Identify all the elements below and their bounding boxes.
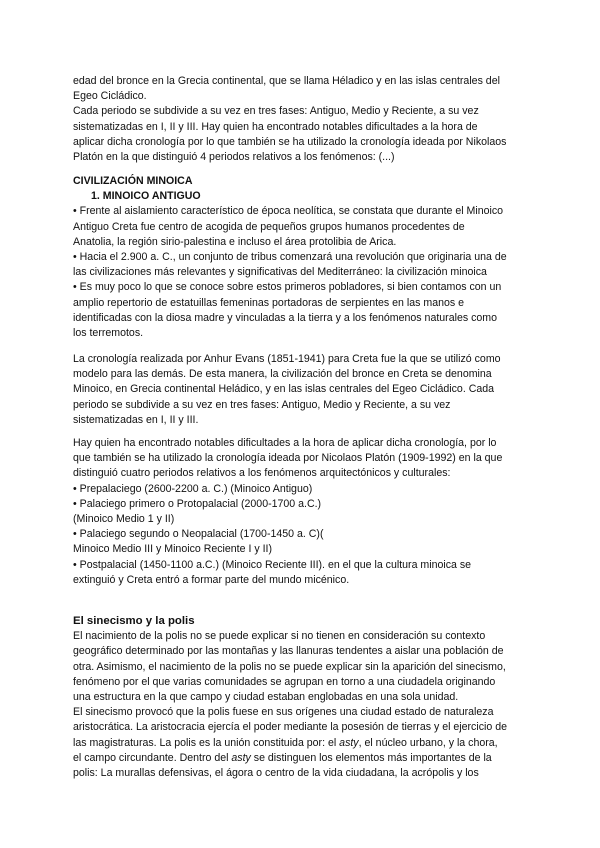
text-line: Cada periodo se subdivide a su vez en tres fases: Antiguo, Medio y Reciente, a su vez xyxy=(73,105,479,118)
bullet-line: • Hacia el 2.900 a. C., un conjunto de tribus comenzará una revolución que originaria una de xyxy=(73,251,507,264)
bullet-line: • Frente al aislamiento característico de época neolítica, se constata que durante el Minoico xyxy=(73,205,504,218)
text-segment: las magistraturas. La polis es la unión constituida por: el xyxy=(73,736,340,749)
bullet-line: • Es muy poco lo que se conoce sobre estos primeros pobladores, si bien contamos con un xyxy=(73,281,502,294)
bullet-line: • Prepalaciego (2600-2200 a. C.) (Minoico Antiguo) xyxy=(73,482,313,495)
text-line xyxy=(73,736,533,751)
text-line: una estructura en la que campo y ciudad estaban englobadas en una sola unidad. xyxy=(73,691,459,704)
text-line: geográfico determinado por las montañas y las llanuras tendentes a aislar una población de xyxy=(73,645,504,658)
text-line: sistematizadas en I, II y III. xyxy=(73,413,199,426)
intro-paragraph xyxy=(73,74,533,165)
bullet-line: los terremotos. xyxy=(73,327,144,340)
text-line: extinguió y Creta entró a formar parte del mundo micénico. xyxy=(73,573,350,586)
bullet-line: amplio repertorio de estatuillas femeninas portadoras de serpientes en las manos e xyxy=(73,296,465,309)
text-line: aristocrática. La aristocracia ejercía el poder mediante la posesión de tierras y el ejercicio de xyxy=(73,721,507,734)
text-line: Hay quien ha encontrado notables dificultades a la hora de aplicar dicha cronología, por lo xyxy=(73,437,497,449)
subsection-heading: 1. MINOICO ANTIGUO xyxy=(91,190,201,203)
text-line: La cronología realizada por Anhur Evans (1851-1941) para Creta fue la que se utilizó como xyxy=(73,353,501,365)
bullet-line: • Palaciego primero o Protopalacial (2000-1700 a.C.) xyxy=(73,497,322,510)
bullet-line: las civilizaciones más relevantes y significativas del Mediterráneo: la civilización minoica xyxy=(73,266,487,279)
text-line: polis: La murallas defensivas, el ágora o centro de la vida ciudadana, la acrópolis y los xyxy=(73,767,479,780)
italic-term: asty xyxy=(339,736,359,749)
text-line: El sinecismo provocó que la polis fuese en sus orígenes una ciudad estado de naturaleza xyxy=(73,706,494,719)
text-line: fenómeno por el que varias comunidades se agrupan en torno a una ciudadela originando xyxy=(73,675,496,688)
text-line: edad del bronce en la Grecia continental, que se llama Héladico y en las islas centrales del xyxy=(73,75,500,87)
platon-paragraph xyxy=(73,436,533,588)
bullet-line: identificadas con la diosa madre y vinculadas a la tierra y a los fenómenos naturales como xyxy=(73,311,497,324)
evans-paragraph xyxy=(73,352,533,428)
text-line: Egeo Cicládico. xyxy=(73,90,147,103)
text-segment: se distinguen los elementos más importantes de la xyxy=(250,751,492,764)
text-line: distinguió cuatro periodos relativos a los fenómenos arquitectónicos y culturales: xyxy=(73,467,451,480)
text-line: Minoico, en Grecia continental Heládico, y en las islas centrales del Egeo Cicládico. Cada xyxy=(73,383,495,396)
text-segment: , el núcleo urbano, y la chora, xyxy=(358,736,498,749)
text-line xyxy=(73,751,533,766)
text-line: aplicar dicha cronología por lo que también se ha utilizado la cronología ideada por Nikolaos xyxy=(73,135,507,148)
text-line: que también se ha utilizado la cronología ideada por Nicolaos Platón (1909-1992) en la que xyxy=(73,452,503,465)
section-heading: CIVILIZACIÓN MINOICA xyxy=(73,175,193,187)
civilizacion-section xyxy=(73,174,533,341)
section-heading: El sinecismo y la polis xyxy=(73,615,195,627)
text-line: periodo se subdivide a su vez en tres fases: Antiguo, Medio y Reciente, a su vez xyxy=(73,398,451,411)
text-segment: el campo circundante. Dentro del xyxy=(73,751,232,764)
text-line: El nacimiento de la polis no se puede explicar si no tienen en consideración su contexto xyxy=(73,630,486,643)
text-line: otra. Asimismo, el nacimiento de la polis no se puede explicar sin la aparición del sinecismo, xyxy=(73,660,506,673)
text-line: (Minoico Medio 1 y II) xyxy=(73,513,175,526)
text-line: sistematizadas en I, II y III. Hay quien ha encontrado notables dificultades a la hora de xyxy=(73,120,478,133)
polis-section xyxy=(73,614,533,781)
italic-term: asty xyxy=(231,751,251,764)
text-line: Minoico Medio III y Minoico Reciente I y II) xyxy=(73,543,273,556)
text-line: modelo para las demás. De esta manera, la civilización del bronce en Creta se denomina xyxy=(73,368,492,381)
bullet-line: • Postpalacial (1450-1100 a.C.) (Minoico Reciente III). en el que la cultura minoica se xyxy=(73,558,472,571)
bullet-line: Anatolia, la región sirio-palestina e incluso el área protolibia de Arica. xyxy=(73,235,397,248)
bullet-line: • Palaciego segundo o Neopalacial (1700-1450 a. C)( xyxy=(73,528,324,541)
text-line: Platón en la que distinguió 4 periodos relativos a los fenómenos: (...) xyxy=(73,151,395,164)
bullet-line: Antiguo Creta fue centro de acogida de pequeños grupos humanos procedentes de xyxy=(73,220,465,233)
